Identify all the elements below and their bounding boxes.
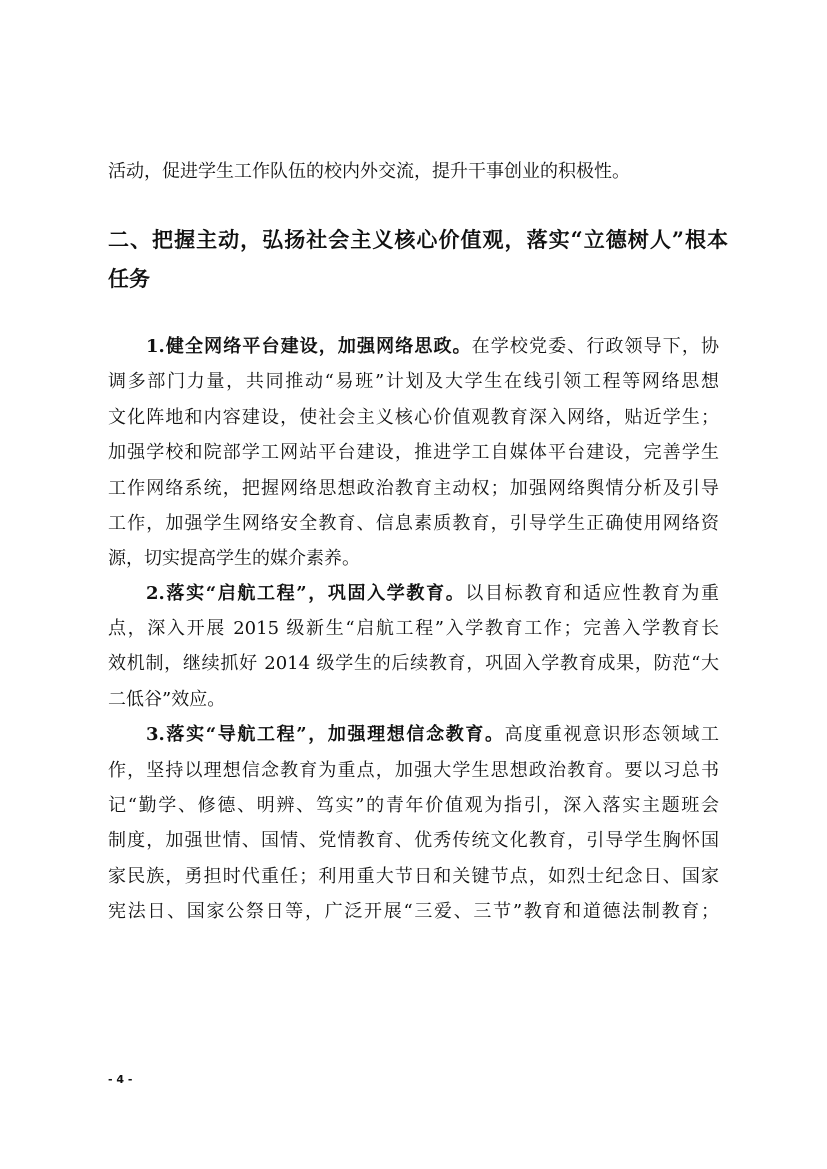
item-2-rest: 以目标教育和适应性教育为重 [465, 583, 719, 604]
item-3-line: 制度，加强世情、国情、党情教育、优秀传统文化教育，引导学生胸怀国 [108, 830, 719, 851]
item-3-line: 宪法日、国家公祭日等，广泛开展“三爱、三节”教育和道德法制教育； [108, 901, 719, 922]
item-2-line: 点，深入开展 2015 级新生“启航工程”入学教育工作；完善入学教育长 [108, 618, 719, 639]
item-1-line: 调多部门力量，共同推动“易班”计划及大学生在线引领工程等网络思想 [108, 371, 719, 392]
item-1-line: 工作，加强学生网络安全教育、信息素质教育，引导学生正确使用网络资 [108, 513, 719, 534]
item-1-line: 文化阵地和内容建设，使社会主义核心价值观教育深入网络，贴近学生； [108, 407, 719, 428]
item-2-lead: 2.落实“启航工程”，巩固入学教育。 [146, 583, 466, 604]
item-1-line: 加强学校和院部学工网站平台建设，推进学工自媒体平台建设，完善学生 [108, 442, 719, 463]
continuation-line: 活动，促进学生工作队伍的校内外交流，提升干事创业的积极性。 [108, 161, 630, 182]
item-2-line: 二低谷”效应。 [108, 689, 226, 710]
item-1-first-line [146, 335, 719, 359]
item-3-first-line [146, 723, 719, 747]
item-1-rest: 在学校党委、行政领导下，协 [471, 336, 719, 357]
item-3-lead: 3.落实“导航工程”，加强理想信念教育。 [146, 724, 505, 745]
item-1-line: 工作网络系统，把握网络思想政治教育主动权；加强网络舆情分析及引导 [108, 478, 719, 499]
item-3-line: 作，坚持以理想信念教育为重点，加强大学生思想政治教育。要以习总书 [108, 760, 719, 781]
item-2-line: 效机制，继续抓好 2014 级学生的后续教育，巩固入学教育成果，防范“大 [108, 653, 719, 674]
page-number: - 4 - [108, 1073, 133, 1086]
section-heading-line-1: 二、把握主动，弘扬社会主义核心价值观，落实“立德树人”根本 [108, 227, 728, 252]
item-3-line: 记“勤学、修德、明辨、笃实”的青年价值观为指引，深入落实主题班会 [108, 795, 719, 816]
item-1-lead: 1.健全网络平台建设，加强网络思政。 [146, 336, 472, 357]
item-2-first-line [146, 582, 719, 606]
item-3-rest: 高度重视意识形态领域工 [504, 724, 720, 745]
item-1-line: 源，切实提高学生的媒介素养。 [108, 548, 360, 569]
item-3-line: 家民族，勇担时代重任；利用重大节日和关键节点，如烈士纪念日、国家 [108, 866, 719, 887]
section-heading-line-2: 任务 [108, 266, 150, 291]
